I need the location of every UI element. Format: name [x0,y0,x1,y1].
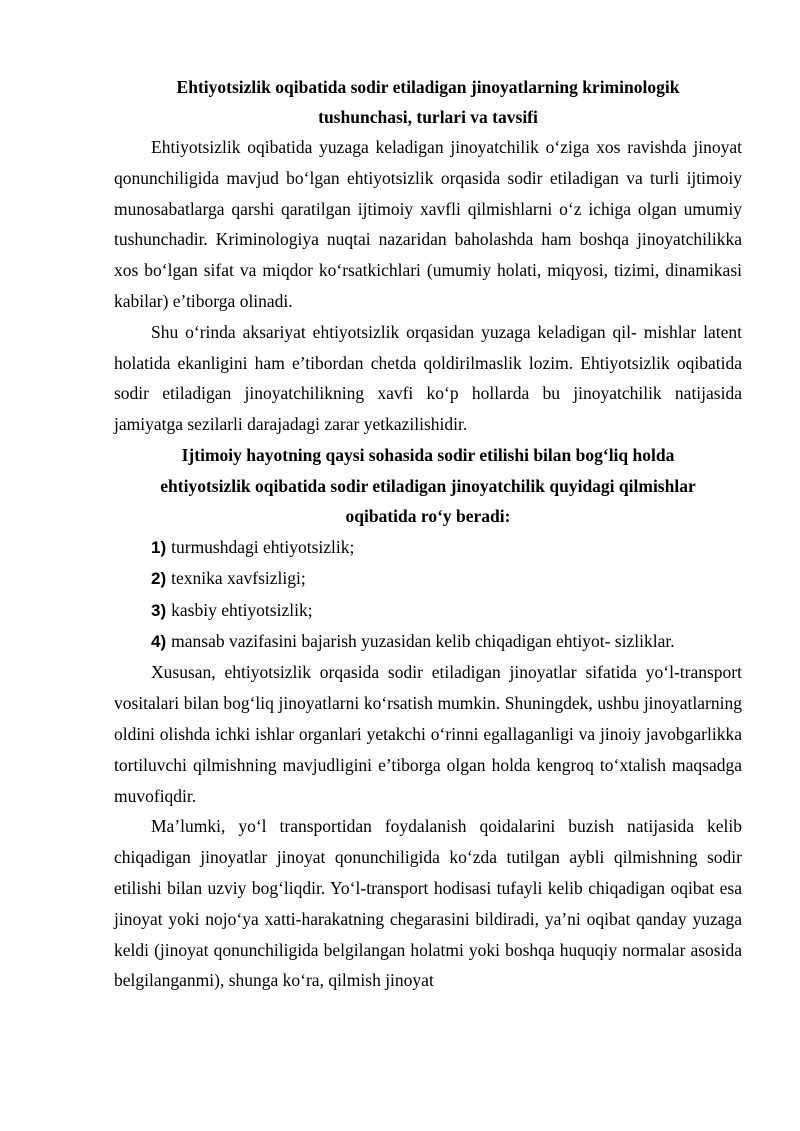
subheading-line-2: ehtiyotsizlik oqibatida sodir etiladigan jinoyatchilik quyidagi qilmishlar [160,475,696,496]
document-page [114,72,742,996]
list-item [114,532,742,563]
paragraph-2: Shu o‘rinda aksariyat ehtiyotsizlik orqasidan yuzaga keladigan qil- mishlar latent holatida ekanligini ham e’tibordan chetda qoldirilmaslik lozim. Ehtiyotsizlik oqibatida sodir etiladigan jinoyatchilikning xavfi ko‘p hollarda bu jinoyatchilik natijasida jamiyatga sezilarli darajadagi zarar yetkazilishidir. [114,321,742,435]
paragraph-1: Ehtiyotsizlik oqibatida yuzaga keladigan jinoyatchilik o‘ziga xos ravishda jinoyat qonunchiligida mavjud bo‘lgan ehtiyotsizlik orqasida sodir etiladigan va turli ijtimoiy munosabatlarga qarshi qaratilgan ijtimoiy xavfli qilmishlarni o‘z ichiga olgan umumiy tushunchadir. Kriminologiya nuqtai nazaridan baholashda ham boshqa jinoyatchilikka xos bo‘lgan sifat va miqdor ko‘rsatkichlari (umumiy holati, miqyosi, tizimi, dinamikasi kabilar) e’tiborga olinadi. [114,137,742,311]
title-line-1: Ehtiyotsizlik oqibatida sodir etiladigan jinoyatlarning kriminologik [176,77,680,97]
list-item [114,626,742,657]
list-item [114,595,742,626]
list-item-text: turmushdagi ehtiyotsizlik; [171,536,355,557]
negligence-types-list [114,532,742,658]
title-line-2: tushunchasi, turlari va tavsifi [318,107,538,127]
list-item-text: kasbiy ehtiyotsizlik; [171,599,313,620]
list-item-number: 4) [151,631,167,651]
list-item-number: 1) [151,537,167,557]
subheading-line-1: Ijtimoiy hayotning qaysi sohasida sodir etilishi bilan bog‘liq holda [181,444,675,465]
paragraph-3: Xususan, ehtiyotsizlik orqasida sodir etiladigan jinoyatlar sifatida yo‘l-transport vositalari bilan bog‘liq jinoyatlarni ko‘rsatish mumkin. Shuningdek, ushbu jinoyatlarning oldini olishda ichki ishlar organlari yetakchi o‘rinni egallaganligi va jinoiy javobgarlikka tortiluvchi qilmishning mavjudligini e’tiborga olgan holda kengroq to‘xtalish maqsadga muvofiqdir. [114,662,742,806]
list-item-number: 3) [151,600,167,620]
list-item-text: texnika xavfsizligi; [171,568,306,589]
paragraph-4: Ma’lumki, yo‘l transportidan foydalanish qoidalarini buzish natijasida kelib chiqadigan jinoyatlar jinoyat qonunchiligida ko‘zda tutilgan aybli qilmishning sodir etilishi bilan uzviy bog‘liqdir. Yo‘l-transport hodisasi tufayli kelib chiqadigan oqibat esa jinoyat yoki nojo‘ya xatti-harakatning chegarasini bildiradi, ya’ni oqibat qanday yuzaga keldi (jinoyat qonunchiligida belgilangan holatmi yoki boshqa huquqiy normalar asosida belgilanganmi), shunga ko‘ra, qilmish jinoyat [114,816,742,991]
document-title [114,72,742,132]
list-item-number: 2) [151,569,167,589]
list-item [114,563,742,594]
subheading-line-3: oqibatida ro‘y beradi: [345,506,511,527]
section-subheading [114,440,742,532]
list-item-text: mansab vazifasini bajarish yuzasidan kelib chiqadigan ehtiyot- sizliklar. [171,630,675,651]
